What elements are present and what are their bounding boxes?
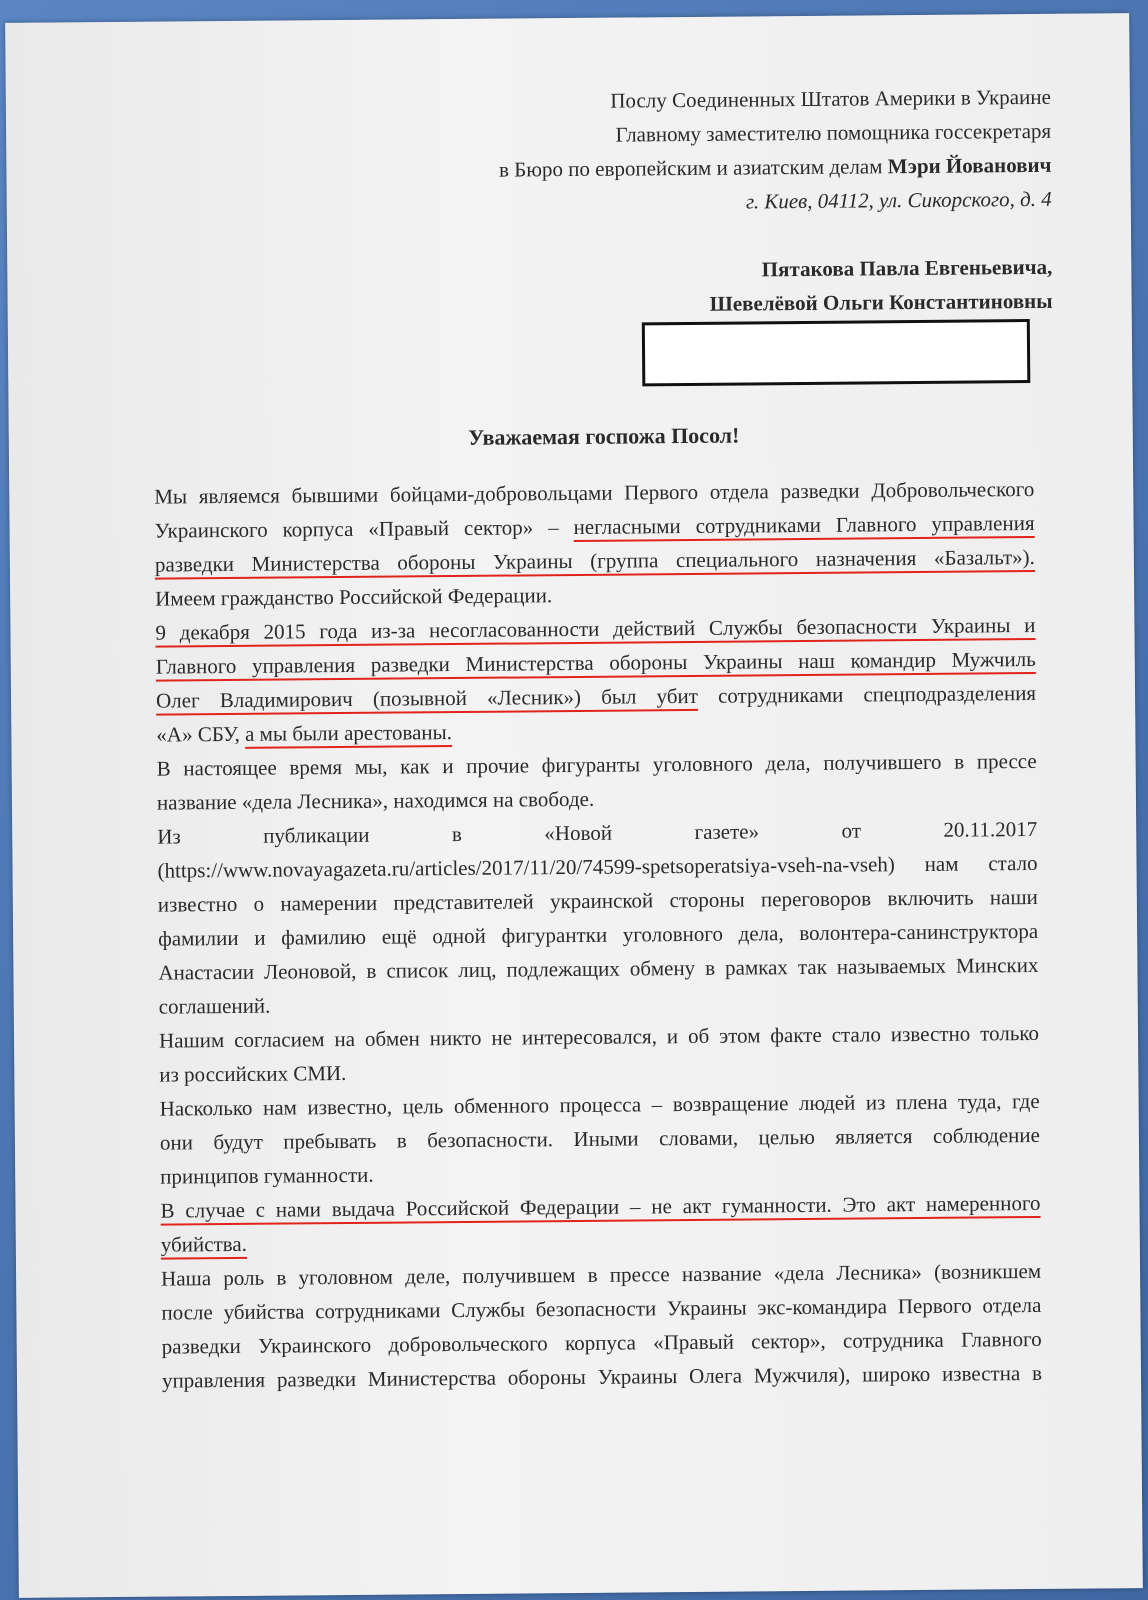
addressee-bureau: в Бюро по европейским и азиатским делам bbox=[498, 154, 888, 182]
body-line-18: из российских СМИ. bbox=[159, 1060, 347, 1087]
body-line-16: соглашений. bbox=[158, 993, 271, 1019]
body-line-26: разведки Украинского добровольческого корпуса «Правый сектор», сотрудника Главного bbox=[161, 1326, 1042, 1359]
body-line-19: Насколько нам известно, цель обменного процесса – возвращение людей из плена туда, где bbox=[159, 1088, 1040, 1121]
body-text: Украинского корпуса «Правый сектор» – bbox=[154, 514, 574, 543]
word: публикации bbox=[263, 822, 370, 848]
highlighted-text: негласными сотрудниками Главного управления bbox=[573, 510, 1035, 539]
redacted-box bbox=[642, 319, 1031, 386]
highlighted-text: Олег Владимирович (позывной «Лесник») был убит bbox=[155, 683, 698, 713]
addressee-address: г. Киев, 04112, ул. Сикорского, д. 4 bbox=[745, 186, 1052, 214]
word: газете» bbox=[694, 819, 760, 844]
body-line-20: они будут пребывать в безопасности. Иными словами, целью является соблюдение bbox=[159, 1122, 1040, 1155]
word: «Новой bbox=[544, 820, 613, 846]
letter-content bbox=[150, 14, 1053, 1393]
word: от bbox=[841, 818, 862, 843]
word: в bbox=[451, 821, 462, 847]
letter-page bbox=[5, 13, 1143, 1598]
sender-name-1: Пятакова Павла Евгеньевича, bbox=[761, 254, 1053, 282]
body-line-9: В настоящее время мы, как и прочие фигуранты уголовного дела, получившего в прессе bbox=[156, 748, 1037, 781]
body-text: сотрудниками спецподразделения bbox=[697, 680, 1037, 708]
addressee-line-1: Послу Соединенных Штатов Америки в Украине bbox=[610, 84, 1051, 113]
body-line-3: разведки Министерства обороны Украины (группа специального назначения «Базальт»). bbox=[154, 544, 1035, 577]
word: Из bbox=[157, 824, 181, 849]
body-line-24: Наша роль в уголовном деле, получившем в прессе название «дела Лесника» (возникшем bbox=[161, 1258, 1042, 1291]
body-line-14: фамилии и фамилию ещё одной фигурантки уголовного дела, волонтера-санинструктора bbox=[158, 918, 1039, 951]
sender-name-2: Шевелёвой Ольги Константиновны bbox=[709, 288, 1053, 316]
highlighted-text: а мы были арестованы. bbox=[244, 720, 453, 746]
addressee-name: Мэри Йованович bbox=[887, 152, 1052, 179]
body-text: «А» СБУ, bbox=[156, 721, 246, 747]
salutation: Уважаемая госпожа Посол! bbox=[468, 422, 740, 450]
body-line-1: Мы являемся бывшими бойцами-добровольцами Первого отдела разведки Добровольческого bbox=[154, 476, 1035, 509]
body-line-23: убийства. bbox=[160, 1231, 248, 1257]
body-line-17: Нашим согласием на обмен никто не интересовался, и об этом факте стало известно только bbox=[158, 1020, 1040, 1053]
body-line-27: управления разведки Министерства обороны Украины Олега Мужчиля), широко известна в bbox=[161, 1360, 1043, 1393]
addressee-line-2: Главному заместителю помощника госсекретаря bbox=[615, 118, 1052, 147]
body-line-21: принципов гуманности. bbox=[160, 1162, 374, 1189]
body-line-13: известно о намерении представителей украинской стороны переговоров включить наши bbox=[157, 884, 1038, 917]
body-line-6: Главного управления разведки Министерства обороны Украины наш командир Мужчиль bbox=[155, 646, 1036, 679]
word: 20.11.2017 bbox=[943, 816, 1038, 842]
body-line-22: В случае с нами выдача Российской Федерации – не акт гуманности. Это акт намеренного bbox=[160, 1190, 1041, 1223]
body-line-25: после убийства сотрудниками Службы безопасности Украины экс-командира Первого отдела bbox=[161, 1292, 1042, 1325]
body-line-10: название «дела Лесника», находимся на свободе. bbox=[156, 786, 595, 815]
body-line-5: 9 декабря 2015 года из-за несогласованности действий Службы безопасности Украины и bbox=[155, 612, 1036, 645]
body-line-4: Имеем гражданство Российской Федерации. bbox=[155, 583, 553, 611]
body-line-12: (https://www.novayagazeta.ru/articles/2017/11/20/74599-spetsoperatsiya-vseh-na-vseh) нам стало bbox=[157, 850, 1038, 883]
body-line-15: Анастасии Леоновой, в список лиц, подлежащих обмену в рамках так называемых Минских bbox=[158, 952, 1039, 985]
